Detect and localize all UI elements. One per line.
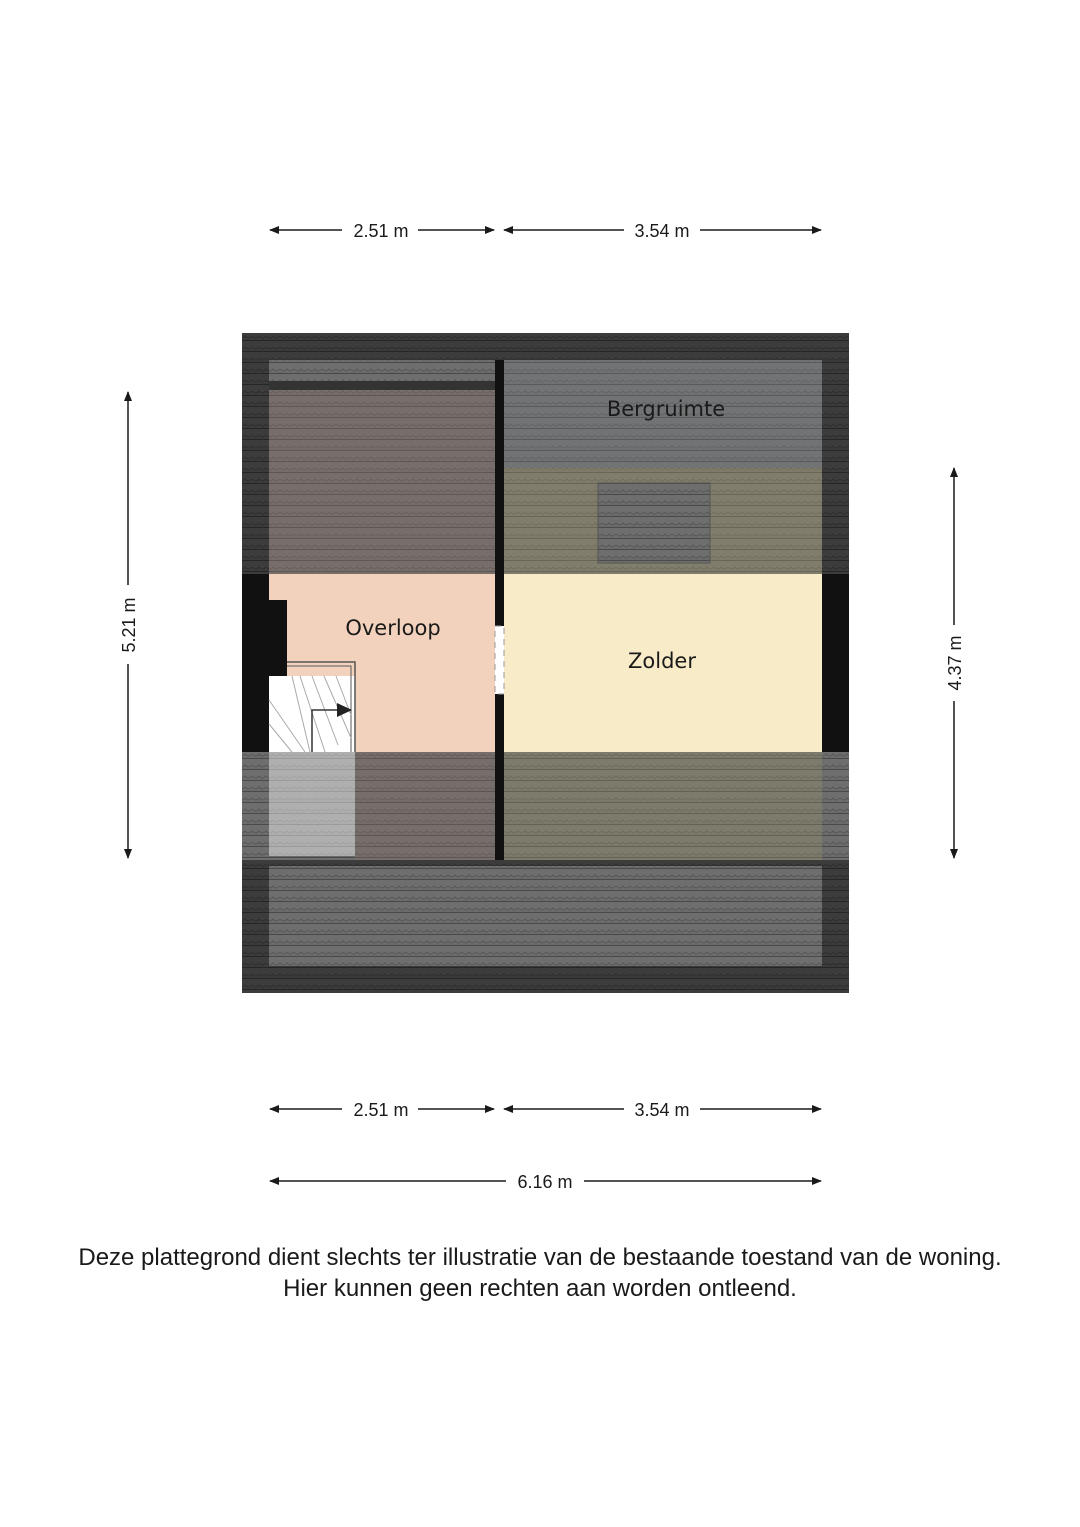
dimension-right [945, 468, 965, 858]
dimension-bottom-total [270, 1172, 821, 1192]
roof-north-left-beam [269, 381, 495, 390]
roof-south-left-shade [355, 752, 495, 860]
dimension-label: 5.21 m [119, 597, 139, 653]
room-label-bergruimte: Bergruimte [606, 397, 726, 421]
west-wall [242, 574, 269, 752]
room-label-zolder: Zolder [628, 649, 696, 673]
dimension-top-right [504, 221, 821, 241]
dimension-label: 6.16 m [517, 1172, 573, 1192]
roof-south-eave [269, 866, 822, 966]
disclaimer-line-1: Deze plattegrond dient slechts ter illustratie van de bestaande toestand van de woning. [78, 1244, 1002, 1271]
dimension-label: 4.37 m [945, 635, 965, 691]
roof-north-left-shade [269, 390, 495, 574]
dimension-label: 2.51 m [353, 221, 409, 241]
roof-hatch [598, 483, 710, 563]
dimension-bottom-left [270, 1100, 494, 1120]
disclaimer-line-2: Hier kunnen geen rechten aan worden ontleend. [283, 1275, 797, 1302]
east-wall [822, 574, 849, 752]
dimension-label: 3.54 m [634, 1100, 690, 1120]
roof-south-right-shade [504, 752, 822, 860]
partition-wall [495, 360, 504, 860]
dimension-label: 2.51 m [353, 1100, 409, 1120]
room-label-overloop: Overloop [345, 616, 441, 640]
dimension-label: 3.54 m [634, 221, 690, 241]
chimney [269, 600, 287, 676]
staircase [269, 662, 355, 856]
dimension-bottom-right [504, 1100, 821, 1120]
door-opening [495, 626, 504, 694]
dimension-top-left [270, 221, 494, 241]
dimension-left [119, 392, 139, 858]
